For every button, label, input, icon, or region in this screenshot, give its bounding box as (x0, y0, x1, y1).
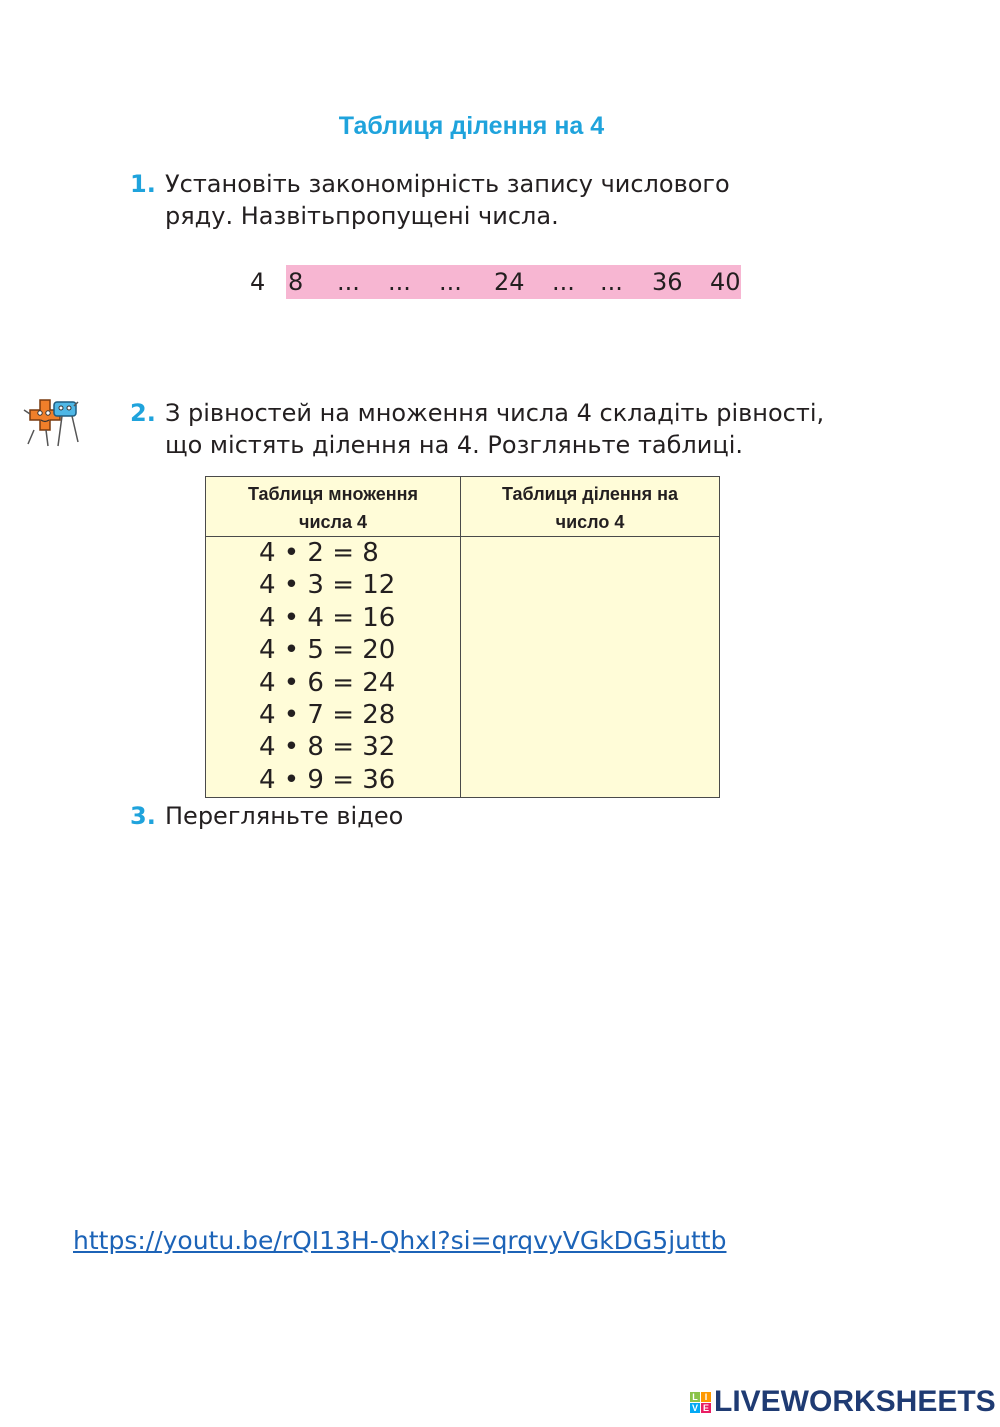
sequence-item: 24 (494, 268, 525, 296)
logo-letter: E (702, 1402, 709, 1413)
math-mascot-icon (16, 396, 82, 458)
liveworksheets-logo[interactable] (690, 1387, 996, 1417)
header-line: числа 4 (299, 512, 367, 532)
task-3 (130, 800, 403, 832)
task-1 (130, 168, 730, 232)
page-title: Таблиця ділення на 4 (338, 112, 605, 140)
sequence-item: 40 (710, 268, 741, 296)
header-line: Таблиця ділення на (501, 484, 679, 504)
sequence-blank[interactable]: ... (552, 268, 575, 296)
table-row: 4 • 5 = 20 (259, 635, 396, 666)
logo-letter: I (701, 1392, 711, 1402)
table-header-multiplication (206, 480, 460, 536)
logo-mark-icon (690, 1392, 711, 1413)
sequence-item: 4 (250, 268, 266, 296)
logo-text: LIVEWORKSHEETS (714, 1385, 996, 1418)
table-row: 4 • 8 = 32 (259, 732, 396, 763)
header-line: Таблиця множення (247, 484, 419, 504)
task-number: 3. (130, 802, 156, 830)
table-row: 4 • 4 = 16 (259, 602, 396, 633)
video-link[interactable]: https://youtu.be/rQI13H-QhxI?si=qrqvyVGkDG5juttb (73, 1226, 727, 1255)
task-text-line-2: що містять ділення на 4. Розгляньте таблиці. (165, 431, 744, 459)
sequence-blank[interactable]: ... (337, 268, 360, 296)
table-header-division (461, 480, 719, 536)
logo-letter: L (690, 1392, 700, 1402)
table-row: 4 • 7 = 28 (259, 700, 396, 731)
task-text-line-1: З рівностей на множення числа 4 складіть рівності, (165, 399, 825, 427)
task-text-line-2: ряду. Назвітьпропущені числа. (165, 202, 559, 230)
multiplication-rows (259, 537, 395, 796)
sequence-item: 8 (288, 268, 304, 296)
table-row: 4 • 6 = 24 (259, 667, 396, 698)
sequence-item: 36 (652, 268, 683, 296)
division-table (205, 476, 720, 798)
sequence-blank[interactable]: ... (600, 268, 623, 296)
task-number: 2. (130, 399, 156, 427)
table-row: 4 • 3 = 12 (259, 570, 396, 601)
task-number: 1. (130, 170, 156, 198)
task-2 (130, 397, 824, 461)
sequence-blank[interactable]: ... (388, 268, 411, 296)
sequence-blank[interactable]: ... (439, 268, 462, 296)
task-text-line-1: Установіть закономірність запису числового (165, 170, 730, 198)
table-row: 4 • 2 = 8 (259, 538, 379, 568)
task-text: Перегляньте відео (165, 802, 404, 830)
table-row: 4 • 9 = 36 (259, 764, 396, 795)
header-line: число 4 (555, 512, 625, 532)
logo-letter: V (691, 1402, 698, 1413)
